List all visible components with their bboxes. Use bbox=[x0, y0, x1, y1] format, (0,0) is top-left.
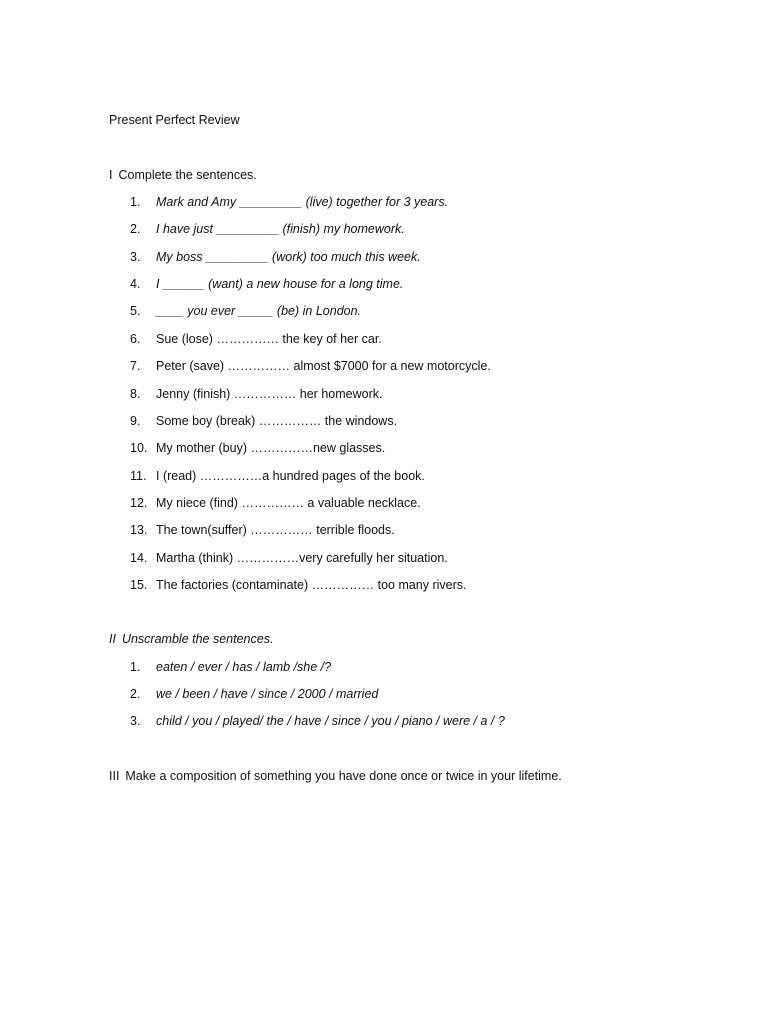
list-item bbox=[130, 496, 421, 514]
section-1-roman: I bbox=[109, 168, 113, 182]
section-3-heading bbox=[109, 769, 562, 783]
item-text: Sue (lose) …………… the key of her car. bbox=[156, 332, 382, 346]
item-number: 15. bbox=[130, 578, 148, 592]
item-number: 6. bbox=[130, 332, 141, 346]
list-item bbox=[130, 441, 385, 459]
item-number: 9. bbox=[130, 414, 141, 428]
list-item bbox=[130, 578, 467, 596]
item-number: 3. bbox=[130, 714, 141, 728]
item-text: I have just _________ (finish) my homework. bbox=[156, 222, 405, 236]
item-text: The town(suffer) …………… terrible floods. bbox=[156, 523, 395, 537]
item-number: 7. bbox=[130, 359, 141, 373]
list-item bbox=[130, 523, 395, 541]
list-item bbox=[130, 277, 403, 295]
item-text: Jenny (finish) …………… her homework. bbox=[156, 387, 383, 401]
item-number: 10. bbox=[130, 441, 148, 455]
list-item bbox=[130, 222, 405, 240]
item-text: Mark and Amy _________ (live) together for 3 years. bbox=[156, 195, 449, 209]
item-number: 12. bbox=[130, 496, 148, 510]
item-text: Martha (think) ……………very carefully her situation. bbox=[156, 551, 448, 565]
item-number: 8. bbox=[130, 387, 141, 401]
item-number: 1. bbox=[130, 660, 141, 674]
section-2-heading-text: Unscramble the sentences. bbox=[121, 632, 274, 646]
list-item bbox=[130, 387, 382, 405]
list-item bbox=[130, 332, 382, 350]
list-item bbox=[130, 551, 448, 569]
section-2-roman: II bbox=[109, 632, 116, 646]
item-text: I ______ (want) a new house for a long time. bbox=[156, 277, 404, 291]
item-number: 4. bbox=[130, 277, 141, 291]
item-number: 14. bbox=[130, 551, 148, 565]
list-item bbox=[130, 250, 421, 268]
item-number: 11. bbox=[130, 469, 147, 483]
item-number: 1. bbox=[130, 195, 141, 209]
list-item bbox=[130, 469, 425, 487]
list-item bbox=[130, 304, 361, 322]
item-text: My niece (find) …………… a valuable necklace. bbox=[156, 496, 421, 510]
item-text: Peter (save) …………… almost $7000 for a new motorcycle. bbox=[156, 359, 491, 373]
item-text: My boss _________ (work) too much this week. bbox=[156, 250, 421, 264]
list-item bbox=[130, 687, 378, 705]
item-text: My mother (buy) ……………new glasses. bbox=[156, 441, 386, 455]
item-text: child / you / played/ the / have / since / you / piano / were / a / ? bbox=[156, 714, 505, 728]
item-text: Some boy (break) …………… the windows. bbox=[156, 414, 398, 428]
item-number: 3. bbox=[130, 250, 141, 264]
item-text: ____ you ever _____ (be) in London. bbox=[156, 304, 362, 318]
list-item bbox=[130, 714, 505, 732]
list-item bbox=[130, 660, 331, 678]
item-text: we / been / have / since / 2000 / married bbox=[156, 687, 379, 701]
item-number: 2. bbox=[130, 222, 141, 236]
item-text: eaten / ever / has / lamb /she /? bbox=[156, 660, 332, 674]
section-2-heading bbox=[109, 632, 273, 646]
page-title: Present Perfect Review bbox=[109, 113, 240, 127]
item-text: I (read) ……………a hundred pages of the book. bbox=[156, 469, 425, 483]
section-1-heading bbox=[109, 168, 257, 182]
item-number: 5. bbox=[130, 304, 141, 318]
list-item bbox=[130, 195, 448, 213]
item-number: 13. bbox=[130, 523, 148, 537]
list-item bbox=[130, 359, 491, 377]
list-item bbox=[130, 414, 397, 432]
section-3-heading-text: Make a composition of something you have done once or twice in your lifetime. bbox=[125, 769, 562, 783]
section-1-heading-text: Complete the sentences. bbox=[118, 168, 257, 182]
section-3-roman: III bbox=[109, 769, 120, 783]
item-text: The factories (contaminate) …………… too many rivers. bbox=[156, 578, 467, 592]
item-number: 2. bbox=[130, 687, 141, 701]
